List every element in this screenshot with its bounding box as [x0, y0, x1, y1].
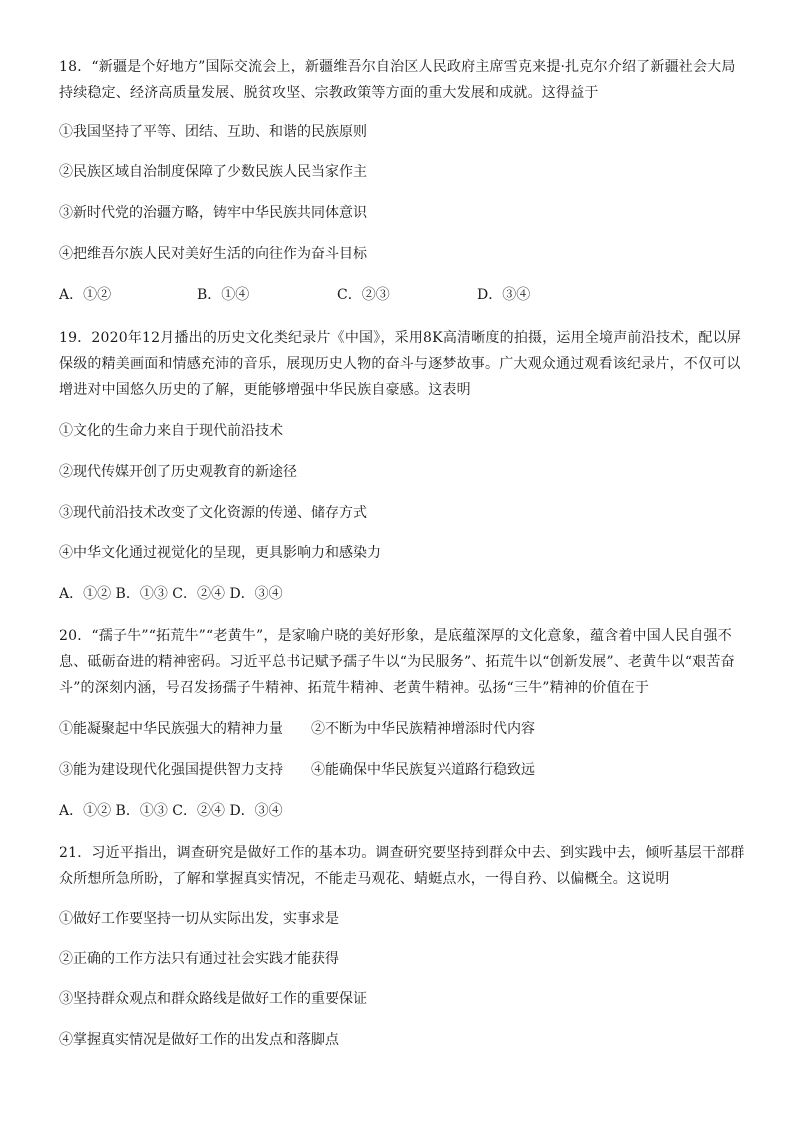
- question-19-stem: 19．2020年12月播出的历史文化类纪录片《中国》，采用8K高清晰度的拍摄，运用全境声前沿技术，配以屏保级的精美画面和情感充沛的音乐，展现历史人物的奋斗与逐梦故事。广大观众通过观看该纪录片，不仅可以增进对中国悠久历史的了解，更能够增强中华民族自豪感。这表明: [59, 330, 742, 398]
- q19-choices: A．①② B．①③ C．②④ D．③④: [59, 586, 283, 602]
- question-20-stem: 20．“孺子牛”“拓荒牛”“老黄牛”，是家喻户晓的美好形象，是底蕴深厚的文化意象，蕴含着中国人民自强不息、砥砺奋进的精神密码。习近平总书记赋予孺子牛以“为民服务”、拓荒牛以“创新发展”、老黄牛以“艰苦奋斗”的深刻内涵，号召发扬孺子牛精神、拓荒牛精神、老黄牛精神。弘扬“三牛”精神的价值在于: [59, 628, 735, 696]
- q21-option-3: ③坚持群众观点和群众路线是做好工作的重要保证: [59, 991, 367, 1007]
- q21-option-4: ④掌握真实情况是做好工作的出发点和落脚点: [59, 1032, 339, 1048]
- q18-choice-b: B．①④: [197, 287, 250, 303]
- q19-option-1: ①文化的生命力来自于现代前沿技术: [59, 423, 283, 439]
- q21-option-1: ①做好工作要坚持一切从实际出发，实事求是: [59, 911, 339, 927]
- q19-option-2: ②现代传媒开创了历史观教育的新途径: [59, 464, 297, 480]
- q20-choices: A．①② B．①③ C．②④ D．③④: [59, 803, 283, 819]
- q20-option-4: ④能确保中华民族复兴道路行稳致远: [311, 762, 535, 778]
- question-21-stem: 21．习近平指出，调查研究是做好工作的基本功。调查研究要坚持到群众中去、到实践中去，倾听基层干部群众所想所急所盼，了解和掌握真实情况，不能走马观花、蜻蜓点水，一得自矜、以偏概全。这说明: [59, 845, 745, 887]
- q19-option-4: ④中华文化通过视觉化的呈现，更具影响力和感染力: [59, 545, 381, 561]
- q18-choice-c: C．②③: [337, 287, 390, 303]
- q19-option-3: ③现代前沿技术改变了文化资源的传递、储存方式: [59, 505, 367, 521]
- q18-option-2: ②民族区域自治制度保障了少数民族人民当家作主: [59, 164, 367, 180]
- q18-choice-d: D．③④: [477, 287, 531, 303]
- q21-option-2: ②正确的工作方法只有通过社会实践才能获得: [59, 951, 339, 967]
- q18-choice-a: A．①②: [59, 287, 112, 303]
- q18-option-1: ①我国坚持了平等、团结、互助、和谐的民族原则: [59, 124, 367, 140]
- q20-option-2: ②不断为中华民族精神增添时代内容: [311, 721, 535, 737]
- q18-option-4: ④把维吾尔族人民对美好生活的向往作为奋斗目标: [59, 246, 367, 262]
- q18-option-3: ③新时代党的治疆方略，铸牢中华民族共同体意识: [59, 205, 367, 221]
- question-18-stem: 18．“新疆是个好地方”国际交流会上，新疆维吾尔自治区人民政府主席雪克来提·扎克尔介绍了新疆社会大局持续稳定、经济高质量发展、脱贫攻坚、宗教政策等方面的重大发展和成就。这得益于: [59, 59, 736, 101]
- q20-option-3: ③能为建设现代化强国提供智力支持: [59, 762, 283, 778]
- q20-option-1: ①能凝聚起中华民族强大的精神力量: [59, 721, 283, 737]
